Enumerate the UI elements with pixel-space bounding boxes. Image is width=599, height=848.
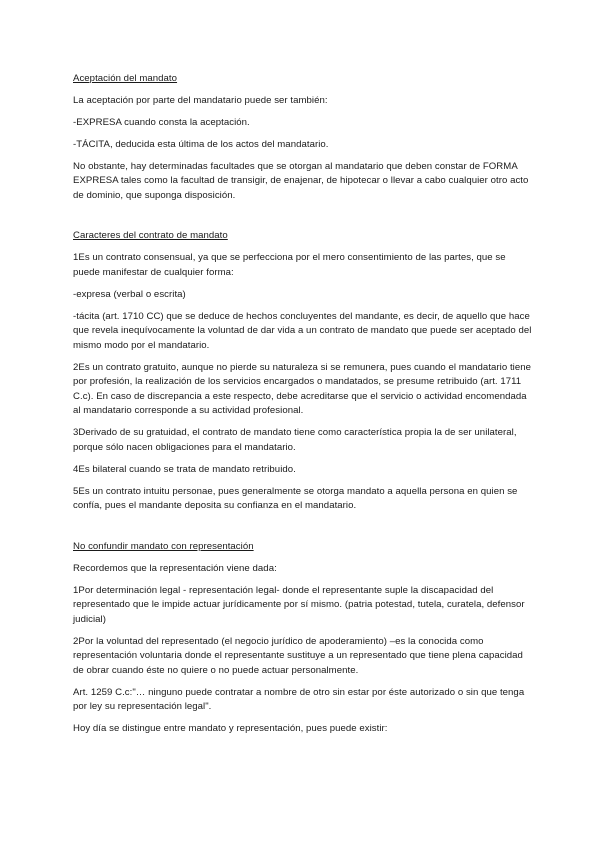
section-caracteres-contrato [73, 229, 533, 514]
paragraph: -expresa (verbal o escrita) [73, 288, 186, 300]
section-aceptacion-mandato [73, 72, 533, 203]
paragraph: 2Es un contrato gratuito, aunque no pierde su naturaleza si se remunera, pues cuando el mandatario tiene por profesión, la realización de los servicios encargados o mandatados, se presume retribuido (art. 1711 C.c). En caso de discrepancia a este respecto, debe acreditarse que el servicio o actividad encomendada al mandatario corresponde a su actividad profesional. [73, 361, 531, 417]
paragraph: Hoy día se distingue entre mandato y representación, pues puede existir: [73, 723, 388, 735]
section-heading: Caracteres del contrato de mandato [73, 230, 228, 242]
paragraph: La aceptación por parte del mandatario puede ser también: [73, 94, 328, 106]
paragraph: 1Es un contrato consensual, ya que se perfecciona por el mero consentimiento de las partes, que se puede manifestar de cualquier forma: [73, 252, 506, 278]
paragraph: 5Es un contrato intuitu personae, pues generalmente se otorga mandato a aquella persona en quien se confía, pues el mandante deposita su confianza en el mandatario. [73, 485, 518, 512]
paragraph: -EXPRESA cuando consta la aceptación. [73, 116, 250, 128]
paragraph: 2Por la voluntad del representado (el negocio jurídico de apoderamiento) –es la conocida como representación voluntaria donde el representante sustituye a un representado que tiene plena capacidad de obrar cuando éste no quiere o no puede actuar personalmente. [73, 635, 523, 676]
paragraph: Art. 1259 C.c:"… ninguno puede contratar a nombre de otro sin estar por éste autorizado o sin que tenga por ley su representación legal". [73, 686, 525, 713]
document-body [73, 72, 533, 744]
section-mandato-representacion [73, 540, 533, 737]
paragraph: 1Por determinación legal - representación legal- donde el representante suple la discapacidad del representado que le impide actuar jurídicamente por sí mismo. (patria potestad, tutela, curatela, defensor judicial) [73, 584, 525, 625]
paragraph: Recordemos que la representación viene dada: [73, 562, 277, 574]
paragraph: No obstante, hay determinadas facultades que se otorgan al mandatario que deben constar de FORMA EXPRESA tales como la facultad de transigir, de enajenar, de hipotecar o llevar a cabo cualquier otro acto de dominio, que suponga disposición. [73, 160, 529, 201]
section-heading: Aceptación del mandato [73, 73, 178, 84]
paragraph: 4Es bilateral cuando se trata de mandato retribuido. [73, 463, 296, 475]
section-heading: No confundir mandato con representación [73, 540, 254, 552]
paragraph: -TÁCITA, deducida esta última de los actos del mandatario. [73, 138, 329, 150]
paragraph: -tácita (art. 1710 CC) que se deduce de hechos concluyentes del mandante, es decir, de aquello que hace que revela inequívocamente la voluntad de dar vida a un contrato de mandato que puede ser aceptado del mismo modo por el mandatario. [73, 310, 532, 351]
paragraph: 3Derivado de su gratuidad, el contrato de mandato tiene como característica propia la de ser unilateral, porque sólo nacen obligaciones para el mandatario. [73, 427, 517, 453]
